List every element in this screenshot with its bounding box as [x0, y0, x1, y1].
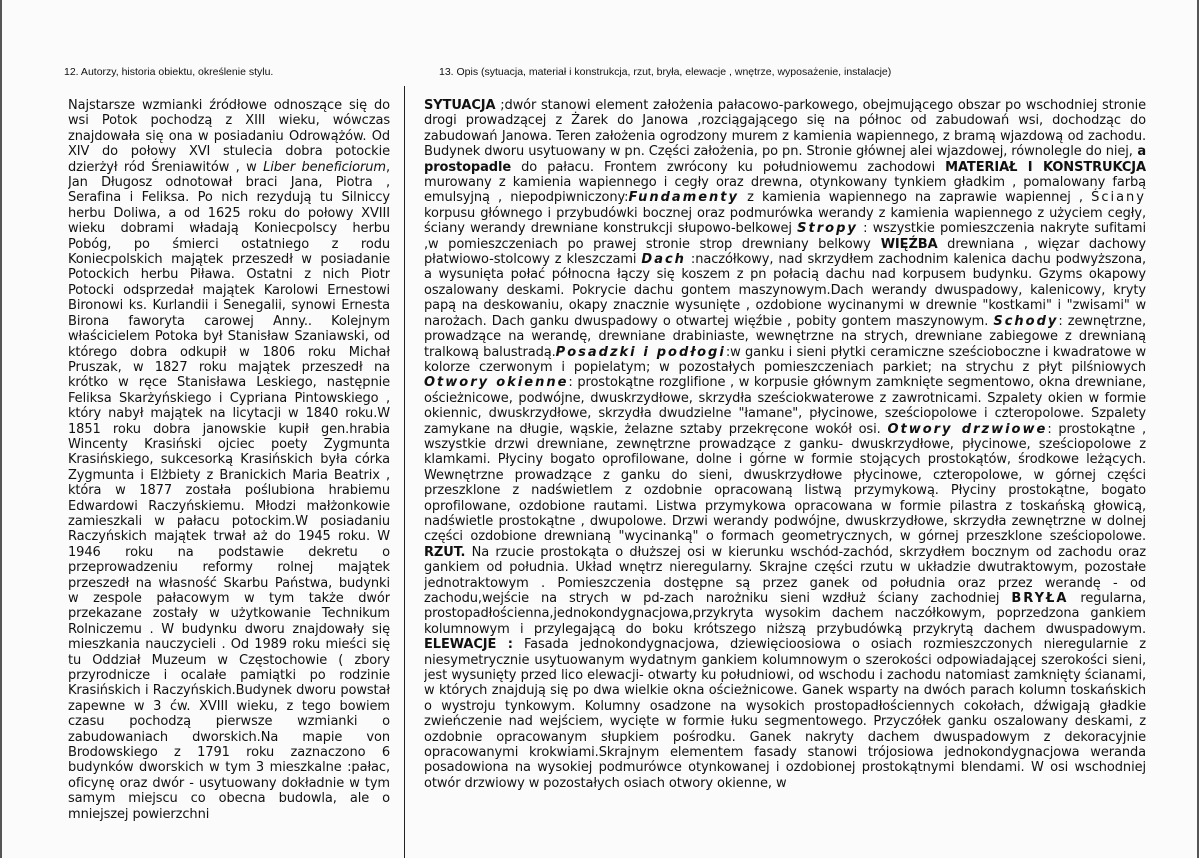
heading-posadzki: Posadzki i podłogi: [555, 344, 726, 360]
text-dach: :naczółkowy, nad skrzydłem zachodnim kalenica dachu podwyższona, a wysunięta połać północna łączy się koszem z pn połacią dachu nad korpusem budynku. Gzyms okapowy oszalowany deskami. Pokrycie dachu gontem maszynowym.Dach werandy dwuspadowy, kalenicowy, kryty papą na deskowaniu, okapy znacznie wysunięte , ozdobione wycinanymi w drewnie "kostkami" i "zwisami" w narożach. Dach ganku dwuspadowy o otwartej więźbie , pobity gontem maszynowym.: [424, 252, 1146, 329]
text-fundamenty: z kamienia wapiennego na zaprawie wapiennej ,: [739, 190, 1083, 206]
heading-fundamenty: Fundamenty: [628, 190, 739, 206]
heading-sytuacja: SYTUACJA: [424, 98, 496, 113]
section-12-header: 12. Autorzy, historia obiektu, określenie stylu.: [64, 66, 274, 78]
text-schody: : zewnętrzne, prowadzące na werandę, drewniane drabiniaste, wewnętrzne na strych, drewniane zabiegowe z drewnianą tralkową balustradą.: [424, 313, 1146, 360]
text-stropy: : wszystkie pomieszczenia nakryte sufitami ,w pomieszczeniach po prawej stronie strop drewniany belkowy: [424, 221, 1146, 252]
text-posadzki: :w ganku i sieni płytki ceramiczne sześcioboczne i kwadratowe w kolorze czerwonym i popielatym; w pozostałych pomieszczeniach parkiet; na strychu z płyt pilśniowych: [424, 344, 1146, 375]
heading-sciany: Ściany: [1091, 190, 1146, 206]
heading-material: MATERIAŁ I KONSTRUKCJA: [945, 159, 1146, 175]
text-otwory-okienne: : prostokątne rozglifione , w korpusie głównym zamknięte segmentowo, okna drewniane, ościeżnicowe, podwójne, dwuskrzydłowe, skrzydła sześciokwaterowe z zawrotnicami. Szpalety okien w formie okiennic, dwuskrzydłowe, skrzydła dwudzielne "łamane", płycinowe, sześciopolowe i czteropolowe. Szpalety zamykane na długie, wąskie, żelazne sztaby przekręcone wokół osi.: [424, 375, 1146, 437]
text-sytuacja-bold: a prostopadle: [424, 144, 1146, 175]
heading-bryla: BRYŁA: [1011, 591, 1069, 606]
text-bryla: regularna, prostopadłościenna,jednokondygnacjowa,przykryta wysokim dachem naczółkowym, poprzedzona gankiem kolumnowym i przylegającą do boku krótszego niższą przybudówką przykrytą dachem dwuspadowym.: [424, 591, 1146, 637]
history-italic-title: Liber beneficiorum: [263, 159, 386, 175]
column-divider: [404, 86, 405, 858]
history-column: [68, 98, 390, 858]
text-elewacje: Fasada jednokondygnacjowa, dziewięcioosiowa o osiach rozmieszczonych nieregularnie z niesymetrycznie usytuowanym wydatnym gankiem kolumnowym o szerokości odpowiadającej szerokości sieni, jest wysunięty przed lico elewacji- otwarty ku południowi, od wschodu i zachodu natomiast zamknięty ścianami, w których znajdują się po dwa wielkie okna ościeżnicowe. Ganek wsparty na dwóch parach kolumn toskańskich o wystroju tynkowym. Kolumny osadzone na wysokich prostopadłościennych cokołach, dźwigają gładkie zwieńczenie nad wejściem, wycięte w formie łuku segmentowego. Przyczółek ganku oszalowany deskami, z ozdobnie opracowanym słupkiem pośrodku. Ganek nakryty dachem dwuspadowym z dekoracyjnie opracowanymi krokwiami.Skrajnym elementem fasady stanowi trójosiowa jednokondygnacjowa weranda posadowiona na wysokiej podmurówce otynkowanej i ozdobionej prostokątnymi blendami. W osi wschodniej otwór drzwiowy w pozostałych osiach otwory okienne, w: [424, 637, 1146, 791]
heading-elewacje: ELEWACJE :: [424, 637, 513, 653]
text-sciany: korpusu głównego i przybudówki bocznej oraz podmurówka werandy z kamienia wapiennego z użyciem cegły, ściany werandy drewniane konstrukcji słupowo-belkowej: [424, 205, 1146, 237]
heading-otwory-okienne: Otwory okienne: [424, 375, 569, 391]
text-sytuacja-2: do pałacu. Frontem zwrócony ku południowemu zachodowi: [511, 159, 946, 175]
heading-otwory-drzwiowe: Otwory drzwiowe: [887, 421, 1048, 437]
text-sytuacja: ;dwór stanowi element założenia pałacowo-parkowego, obejmującego obszar po wschodniej stronie drogi prowadzącej z Żarek do Janowa ,rozciągającego się na północ od zabudowań wsi, dochodząc do zabudowań Janowa. Teren założenia ogrodzony murem z kamienia wapiennego, z bramą wjazdową od zachodu. Budynek dworu usytuowany w pn. Części założenia, po pn. Stronie głównej alei wjazdowej, równolegle do niej,: [424, 98, 1146, 160]
heading-wiezba: WIĘŹBA: [870, 236, 938, 252]
history-text: [68, 98, 390, 822]
heading-schody: Schody: [993, 313, 1059, 329]
description-text: [424, 98, 1146, 791]
history-part-2: , Jan Długosz odnotował braci Jana, Piotra , Serafina i Feliksa. Po nich rezydują tu Silniccy herbu Doliwa, a od 1625 roku do połowy XVIII wieku dobrami władają Koniecpolscy herbu Pobóg, po śmierci ostatniego z rodu Koniecpolskich majątek przeszedł w posiadanie Potockich herbu Piława. Ostatni z nich Piotr Potocki odsprzedał majątek Karolowi Ernestowi Bironowi ks. Kurlandii i Senegalii, synowi Ernesta Birona faworyta carowej Anny.. Kolejnym właścicielem Potoka był Stanisław Szaniawski, od którego dobra odkupił w 1806 roku Michał Pruszak, w 1827 roku majątek przeszedł na krótko w ręce Stanisława Leskiego, następnie Feliksa Skarżyńskiego i Cypriana Pintowskiego , który nabył majątek na licytacji w 1840 roku.W 1851 roku dobra janowskie kupił gen.hrabia Wincenty Krasiński ojciec poety Zygmunta Krasińskiego, sukcesorką Krasińskich była córka Zygmunta i Elżbiety z Branickich Maria Beatrix , która w 1877 została poślubiona hrabiemu Edwardowi Raczyńskiemu. Młodzi małżonkowie zamieszkali w pałacu potockim.W posiadaniu Raczyńskich majątek trwał aż do 1945 roku. W 1946 roku na podstawie dekretu o przeprowadzeniu reformy rolnej majątek przeszedł na własność Skarbu Państwa, budynki w zespole pałacowym w tym także dwór przekazane zostały w użytkowanie Technikum Rolniczemu . W budynku dworu znajdowały się mieszkania nauczycieli . Od 1989 roku mieści się tu Oddział Muzeum w Częstochowie ( zbory przyrodnicze i ocalałe pamiątki po rodzinie Krasińskich i Raczyńskich.Budynek dworu powstał zapewne w 3 ćw. XVIII wieku, z tego bowiem czasu pochodzą pierwsze wzmianki o zabudowaniach dworskich.Na mapie von Brodowskiego z 1791 roku zaznaczono 6 budynków dworskich w tym 3 mieszkalne :pałac, oficynę oraz dwór - usytuowany dokładnie w tym samym miejscu co obecna budowla, ale o mniejszej powierzchni: [68, 159, 390, 822]
history-part-1: Najstarsze wzmianki źródłowe odnoszące się do wsi Potok pochodzą z XIII wieku, wówczas znajdowała się ona w posiadaniu Odrowążów. Od XIV do połowy XVI stulecia dobra potockie dzierżył ród Śreniawitów , w: [68, 98, 390, 175]
heading-rzut: RZUT.: [424, 544, 466, 560]
heading-dach: Dach: [641, 252, 686, 268]
text-material: murowany z kamienia wapiennego i cegły oraz drewna, otynkowany tynkiem gładkim , pomalowany farbą emulsyjną , niepodpiwniczony:: [424, 175, 1146, 206]
heading-stropy: Stropy: [797, 221, 858, 237]
section-13-header: 13. Opis (sytuacja, materiał i konstrukcja, rzut, bryła, elewacje , wnętrze, wyposażenie, instalacje): [439, 66, 892, 78]
text-wiezba: drewniana , więzar dachowy płatwiowo-stolcowy z kleszczami: [424, 236, 1146, 268]
text-otwory-drzwiowe: : prostokątne , wszystkie drzwi drewniane, zewnętrzne prowadzące z ganku- dwuskrzydłowe, płycinowe, sześciopolowe z klamkami. Płyciny bogato oprofilowane, dolne i górne w formie stojących prostokątów, środkowe leżących. Wewnętrzne prowadzące z ganku do sieni, dwuskrzydłowe płycinowe, czteropolowe, w górnej części przeszklone z nadświetlem z ozdobnie opracowaną listwą przymykową. Płyciny prostokątne, bogato oprofilowane, ozdobione rautami. Listwa przymykowa opracowana w formie pilastra z toskańską głowicą, nadświetle prostokątne , dwupolowe. Drzwi werandy podwójne, dwuskrzydłowe, skrzydła zewnętrzne w dolnej części ozdobione drewnianą "wycinanką" o formach geometrycznych, w górnej przeszklone sześciopolowe.: [424, 421, 1146, 545]
description-column: [424, 98, 1146, 858]
text-rzut: Na rzucie prostokąta o dłuższej osi w kierunku wschód-zachód, skrzydłem bocznym od zachodu oraz gankiem od południa. Układ wnętrz nieregularny. Skrajne części rzutu w układzie dwutraktowym, pozostałe jednotraktowym . Pomieszczenia dostępne są przez ganek od południa oraz przez werandę - od zachodu,wejście na strych w pd-zach narożniku sieni wzdłuż ściany zachodniej: [424, 544, 1146, 606]
